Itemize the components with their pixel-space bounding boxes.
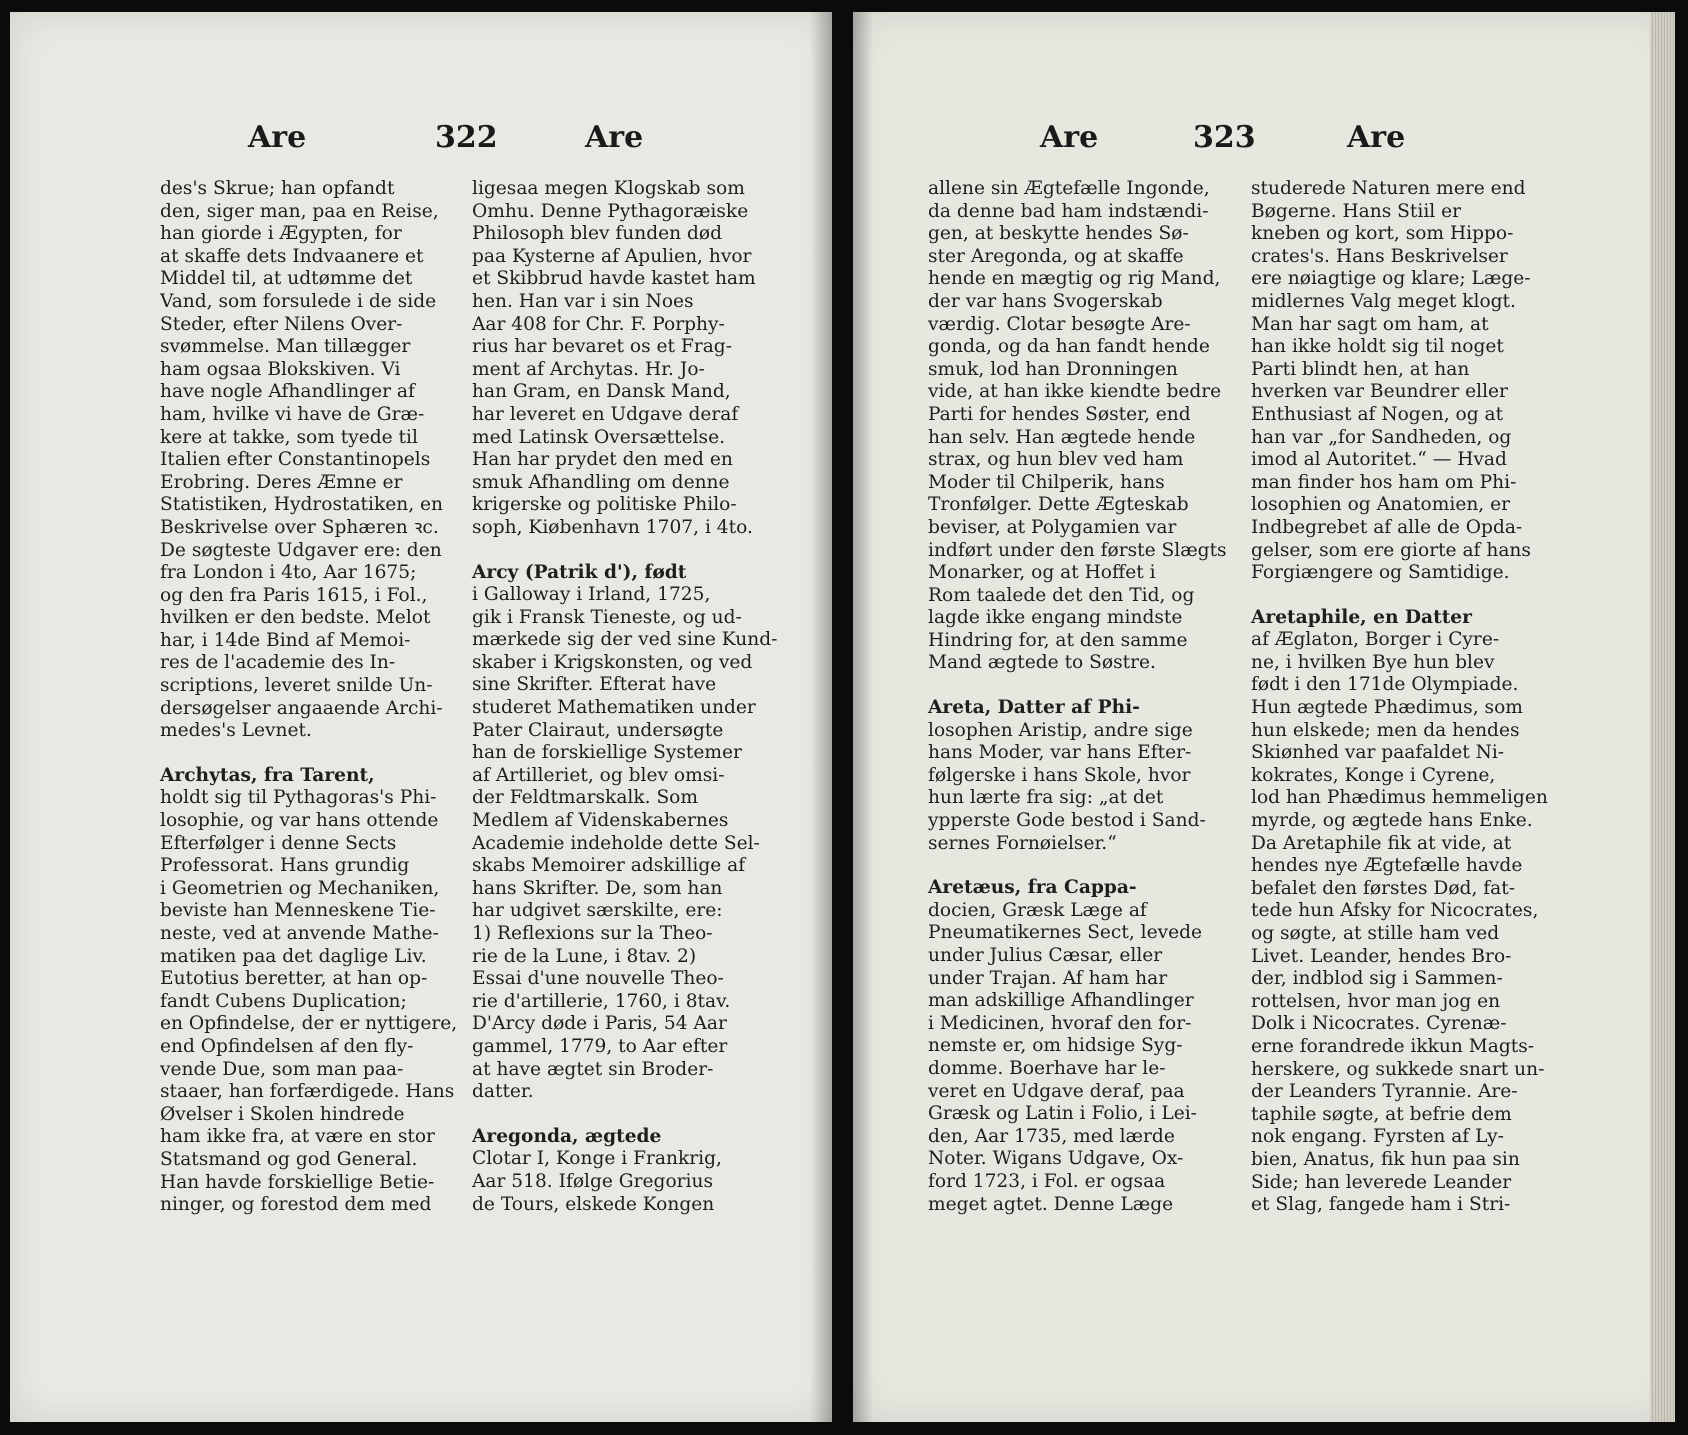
text-line: har udgivet særskilte, ere: — [472, 900, 723, 922]
text-line: staaer, han forfærdigede. Hans — [160, 1081, 455, 1103]
text-line: Indbegrebet af alle de Opda- — [1251, 516, 1523, 538]
left-page — [10, 12, 832, 1422]
text-line: imod al Autoritet.“ — Hvad — [1251, 449, 1507, 471]
right-page — [853, 12, 1675, 1422]
text-line: meget agtet. Denne Læge — [928, 1193, 1174, 1215]
text-line: Græsk og Latin i Folio, i Lei- — [928, 1103, 1197, 1125]
text-line: af Æglaton, Borger i Cyre- — [1251, 629, 1500, 651]
text-line: docien, Græsk Læge af — [928, 899, 1147, 921]
entry-gap — [928, 855, 1228, 877]
text-line: De søgteste Udgaver ere: den — [160, 539, 442, 561]
text-line: vide, at han ikke kiendte bedre — [928, 381, 1222, 403]
text-line: studeret Mathematiken under — [472, 697, 756, 719]
text-line: neste, ved at anvende Mathe- — [160, 923, 439, 944]
text-line: rius har bevaret os et Frag- — [472, 336, 732, 358]
text-line: man finder hos ham om Phi- — [1251, 471, 1517, 493]
entry-gap — [472, 540, 772, 562]
text-line: der Feldtmarskalk. Som — [472, 787, 699, 809]
text-line: Omhu. Denne Pythagoræiske — [472, 200, 749, 222]
text-line: rie d'artillerie, 1760, i 8tav. — [472, 990, 731, 1012]
text-line: gelser, som ere giorte af hans — [1251, 539, 1531, 561]
text-line: i Medicinen, hvoraf den for- — [928, 1012, 1192, 1034]
text-line: Essai d'une nouvelle Theo- — [472, 968, 724, 990]
text-line: han giorde i Ægypten, for — [160, 223, 402, 245]
text-line: svømmelse. Man tillægger — [160, 336, 411, 358]
text-line: og søgte, at stille ham ved — [1251, 923, 1500, 944]
text-line: Moder til Chilperik, hans — [928, 471, 1165, 493]
text-line: smuk, lod han Dronningen — [928, 358, 1178, 380]
right-page-number: 323 — [1193, 120, 1256, 155]
text-line: paa Kysterne af Apulien, hvor — [472, 245, 752, 267]
text-line: Hindring for, at den samme — [928, 629, 1188, 651]
text-line: fandt Cubens Duplication; — [160, 990, 407, 1012]
text-line: Efterfølger i denne Sects — [160, 832, 397, 854]
text-line: at have ægtet sin Broder- — [472, 1058, 714, 1080]
text-line: end Opfindelsen af den fly- — [160, 1035, 414, 1057]
right-header-right: Are — [1347, 120, 1406, 155]
text-line: Rom taalede det den Tid, og — [928, 584, 1195, 606]
text-line: Aretæus, fra Cappa- — [928, 877, 1137, 899]
text-line: indført under den første Slægts — [928, 539, 1227, 561]
text-line: Side; han leverede Leander — [1251, 1171, 1512, 1193]
text-line: kneben og kort, som Hippo- — [1251, 223, 1514, 245]
entry-gap — [928, 675, 1228, 697]
text-line: med Latinsk Oversættelse. — [472, 426, 726, 448]
text-line: kere at takke, som tyede til — [160, 426, 418, 448]
entry-gap — [1251, 585, 1551, 607]
text-line: krigerske og politiske Philo- — [472, 494, 737, 516]
text-line: beviste han Menneskene Tie- — [160, 900, 436, 922]
text-line: han ikke holdt sig til noget — [1251, 336, 1504, 358]
text-line: i Geometrien og Mechaniken, — [160, 877, 440, 899]
text-line: i Galloway i Irland, 1725, — [472, 584, 711, 606]
text-line: Øvelser i Skolen hindrede — [160, 1103, 405, 1125]
text-line: Enthusiast af Nogen, og at — [1251, 403, 1504, 425]
text-line: hans Skrifter. De, som han — [472, 877, 723, 899]
right-header-left: Are — [1040, 120, 1099, 155]
text-line: Han havde forskiellige Betie- — [160, 1171, 435, 1193]
left-page-number: 322 — [435, 120, 498, 155]
text-line: losophen Aristip, andre sige — [928, 719, 1193, 741]
text-line: herskere, og sukkede snart un- — [1251, 1058, 1545, 1080]
text-line: mærkede sig der ved sine Kund- — [472, 629, 778, 651]
text-line: nok engang. Fyrsten af Ly- — [1251, 1126, 1504, 1148]
text-line: Academie indeholde dette Sel- — [472, 832, 760, 854]
text-line: res de l'academie des In- — [160, 652, 396, 674]
text-line: hen. Han var i sin Noes — [472, 290, 694, 312]
text-line: da denne bad ham indstændi- — [928, 200, 1209, 222]
text-line: losophien og Anatomien, er — [1251, 494, 1511, 516]
text-line: hvilken er den bedste. Melot — [160, 607, 431, 629]
text-line: Aretaphile, en Datter — [1251, 606, 1472, 628]
text-line: Statsmand og god General. — [160, 1148, 418, 1170]
text-line: lagde ikke engang mindste — [928, 607, 1183, 629]
text-line: smuk Afhandling om denne — [472, 471, 730, 493]
text-line: lod han Phædimus hemmeligen — [1251, 787, 1548, 809]
text-line: Arcy (Patrik d'), født — [472, 561, 687, 583]
text-line: nemste er, om hidsige Syg- — [928, 1035, 1183, 1057]
text-line: medes's Levnet. — [160, 720, 312, 742]
text-line: Archytas, fra Tarent, — [160, 764, 375, 786]
text-line: Tronfølger. Dette Ægteskab — [928, 494, 1189, 516]
text-line: gik i Fransk Tieneste, og ud- — [472, 606, 742, 628]
text-line: allene sin Ægtefælle Ingonde, — [928, 178, 1210, 199]
entry-gap — [160, 743, 460, 765]
text-line: de Tours, elskede Kongen — [472, 1193, 715, 1215]
text-line: født i den 171de Olympiade. — [1251, 674, 1519, 696]
text-line: Statistiken, Hydrostatiken, en — [160, 494, 444, 516]
text-line: gammel, 1779, to Aar efter — [472, 1035, 728, 1057]
text-line: scriptions, leveret snilde Un- — [160, 675, 433, 697]
right-gutter-shadow — [853, 12, 873, 1422]
text-line: Man har sagt om ham, at — [1251, 313, 1489, 335]
text-line: Parti blindt hen, at han — [1251, 358, 1470, 380]
text-line: Pneumatikernes Sect, levede — [928, 922, 1203, 944]
text-line: Aar 518. Ifølge Gregorius — [472, 1170, 714, 1192]
text-line: rottelsen, hvor man jog en — [1251, 990, 1501, 1012]
text-line: losophie, og var hans ottende — [160, 810, 439, 832]
text-line: Eutotius beretter, at han op- — [160, 968, 428, 990]
right-column-1 — [928, 178, 1228, 1216]
text-line: hende en mægtig og rig Mand, — [928, 268, 1221, 290]
text-line: Da Aretaphile fik at vide, at — [1251, 832, 1512, 854]
text-line: den, siger man, paa en Reise, — [160, 200, 439, 222]
text-line: hverken var Beundrer eller — [1251, 381, 1508, 403]
text-line: gonda, og da han fandt hende — [928, 336, 1210, 358]
text-line: matiken paa det daglige Liv. — [160, 945, 427, 967]
left-header-right: Are — [585, 120, 644, 155]
text-line: skabs Memoirer adskillige af — [472, 855, 746, 877]
text-line: Erobring. Deres Æmne er — [160, 471, 403, 493]
text-line: crates's. Hans Beskrivelser — [1251, 245, 1508, 267]
text-line: han de forskiellige Systemer — [472, 742, 742, 764]
text-line: han Gram, en Dansk Mand, — [472, 381, 731, 403]
text-line: en Opfindelse, der er nyttigere, — [160, 1013, 458, 1035]
text-line: Livet. Leander, hendes Bro- — [1251, 945, 1512, 967]
text-line: der, indblod sig i Sammen- — [1251, 968, 1503, 990]
text-line: ford 1723, i Fol. er ogsaa — [928, 1170, 1166, 1192]
text-line: Pater Clairaut, undersøgte — [472, 719, 724, 741]
text-line: Skiønhed var paafaldet Ni- — [1251, 742, 1505, 764]
text-line: vende Due, som man paa- — [160, 1058, 404, 1080]
text-line: han var „for Sandheden, og — [1251, 426, 1512, 448]
text-line: ne, i hvilken Bye hun blev — [1251, 651, 1495, 673]
text-line: Philosoph blev funden død — [472, 223, 722, 245]
text-line: har, i 14de Bind af Memoi- — [160, 629, 411, 651]
text-line: Bøgerne. Hans Stiil er — [1251, 200, 1462, 222]
text-line: sine Skrifter. Efterat have — [472, 674, 717, 696]
text-line: datter. — [472, 1081, 534, 1103]
text-line: sernes Fornøielser.“ — [928, 832, 1117, 854]
text-line: 1) Reflexions sur la Theo- — [472, 923, 713, 944]
text-line: Middel til, at udtømme det — [160, 268, 413, 290]
text-line: Beskrivelse over Sphæren ꝛc. — [160, 516, 439, 538]
text-line: holdt sig til Pythagoras's Phi- — [160, 787, 437, 809]
page-edges — [1650, 12, 1675, 1422]
left-header-left: Are — [248, 120, 307, 155]
text-line: Noter. Wigans Udgave, Ox- — [928, 1148, 1184, 1170]
text-line: Forgiængere og Samtidige. — [1251, 562, 1510, 584]
text-line: et Slag, fangede ham i Stri- — [1251, 1194, 1511, 1216]
text-line: Steder, efter Nilens Over- — [160, 313, 403, 335]
text-line: hans Moder, var hans Efter- — [928, 742, 1192, 764]
text-line: midlernes Valg meget klogt. — [1251, 290, 1516, 312]
text-line: Professorat. Hans grundig — [160, 855, 410, 877]
text-line: kokrates, Konge i Cyrene, — [1251, 764, 1496, 786]
text-line: Dolk i Nicocrates. Cyrenæ- — [1251, 1013, 1507, 1035]
text-line: myrde, og ægtede hans Enke. — [1251, 810, 1533, 832]
text-line: der Leanders Tyrannie. Are- — [1251, 1081, 1518, 1103]
text-line: Vand, som forsulede i de side — [160, 290, 437, 312]
text-line: skaber i Krigskonsten, og ved — [472, 651, 753, 673]
text-line: D'Arcy døde i Paris, 54 Aar — [472, 1013, 727, 1035]
text-line: have nogle Afhandlinger af — [160, 381, 415, 403]
text-line: hun elskede; men da hendes — [1251, 719, 1520, 741]
text-line: Italien efter Constantinopels — [160, 449, 431, 471]
text-line: strax, og hun blev ved ham — [928, 449, 1184, 471]
text-line: ligesaa megen Klogskab som — [472, 178, 745, 199]
text-line: gen, at beskytte hendes Sø- — [928, 223, 1189, 245]
text-line: hun lærte fra sig: „at det — [928, 787, 1164, 809]
text-line: under Julius Cæsar, eller — [928, 945, 1163, 966]
text-line: bien, Anatus, fik hun paa sin — [1251, 1148, 1520, 1170]
text-line: har leveret en Udgave deraf — [472, 403, 739, 425]
text-line: Aregonda, ægtede — [472, 1125, 662, 1147]
text-line: ere nøiagtige og klare; Læge- — [1251, 268, 1531, 290]
text-line: Mand ægtede to Søstre. — [928, 652, 1156, 674]
text-line: Hun ægtede Phædimus, som — [1251, 697, 1523, 719]
text-line: Parti for hendes Søster, end — [928, 403, 1191, 425]
text-line: Aar 408 for Chr. F. Porphy- — [472, 313, 725, 335]
text-line: fra London i 4to, Aar 1675; — [160, 562, 417, 584]
text-line: værdig. Clotar besøgte Are- — [928, 313, 1191, 335]
text-line: under Trajan. Af ham har — [928, 967, 1168, 989]
text-line: rie de la Lune, i 8tav. 2) — [472, 945, 697, 967]
text-line: hendes nye Ægtefælle havde — [1251, 855, 1523, 877]
text-line: dersøgelser angaaende Archi- — [160, 697, 443, 719]
text-line: et Skibbrud havde kastet ham — [472, 268, 756, 290]
text-line: studerede Naturen mere end — [1251, 178, 1526, 199]
text-line: der var hans Svogerskab — [928, 290, 1163, 312]
text-line: Monarker, og at Hoffet i — [928, 562, 1156, 584]
text-line: at skaffe dets Indvaanere et — [160, 245, 424, 267]
text-line: og den fra Paris 1615, i Fol., — [160, 584, 428, 606]
text-line: domme. Boerhave har le- — [928, 1057, 1166, 1079]
text-line: tede hun Afsky for Nicocrates, — [1251, 900, 1539, 922]
text-line: ment af Archytas. Hr. Jo- — [472, 358, 705, 380]
text-line: Han har prydet den med en — [472, 449, 733, 471]
left-column-1 — [160, 178, 460, 1217]
text-line: ham ikke fra, at være en stor — [160, 1126, 435, 1148]
left-column-2 — [472, 178, 778, 1216]
left-gutter-shadow — [810, 12, 832, 1422]
right-column-2 — [1251, 178, 1551, 1217]
text-line: veret en Udgave deraf, paa — [928, 1080, 1185, 1102]
text-line: des's Skrue; han opfandt — [160, 178, 395, 199]
entry-gap — [472, 1104, 772, 1126]
text-line: beviser, at Polygamien var — [928, 516, 1177, 538]
text-line: ham, hvilke vi have de Græ- — [160, 403, 425, 425]
text-line: taphile søgte, at befrie dem — [1251, 1103, 1512, 1125]
text-line: han selv. Han ægtede hende — [928, 426, 1196, 448]
text-line: ninger, og forestod dem med — [160, 1194, 432, 1216]
text-line: Medlem af Videnskabernes — [472, 810, 729, 832]
text-line: af Artilleriet, og blev omsi- — [472, 764, 725, 786]
text-line: følgerske i hans Skole, hvor — [928, 764, 1191, 786]
text-line: Clotar I, Konge i Frankrig, — [472, 1148, 722, 1170]
text-line: man adskillige Afhandlinger — [928, 990, 1194, 1012]
text-line: soph, Kiøbenhavn 1707, i 4to. — [472, 516, 753, 538]
text-line: ster Aregonda, og at skaffe — [928, 245, 1184, 267]
text-line: ham ogsaa Blokskiven. Vi — [160, 358, 401, 380]
text-line: den, Aar 1735, med lærde — [928, 1125, 1175, 1147]
text-line: befalet den førstes Død, fat- — [1251, 877, 1515, 899]
text-line: Areta, Datter af Phi- — [928, 697, 1140, 719]
text-line: erne forandrede ikkun Magts- — [1251, 1035, 1535, 1057]
text-line: ypperste Gode bestod i Sand- — [928, 810, 1206, 832]
